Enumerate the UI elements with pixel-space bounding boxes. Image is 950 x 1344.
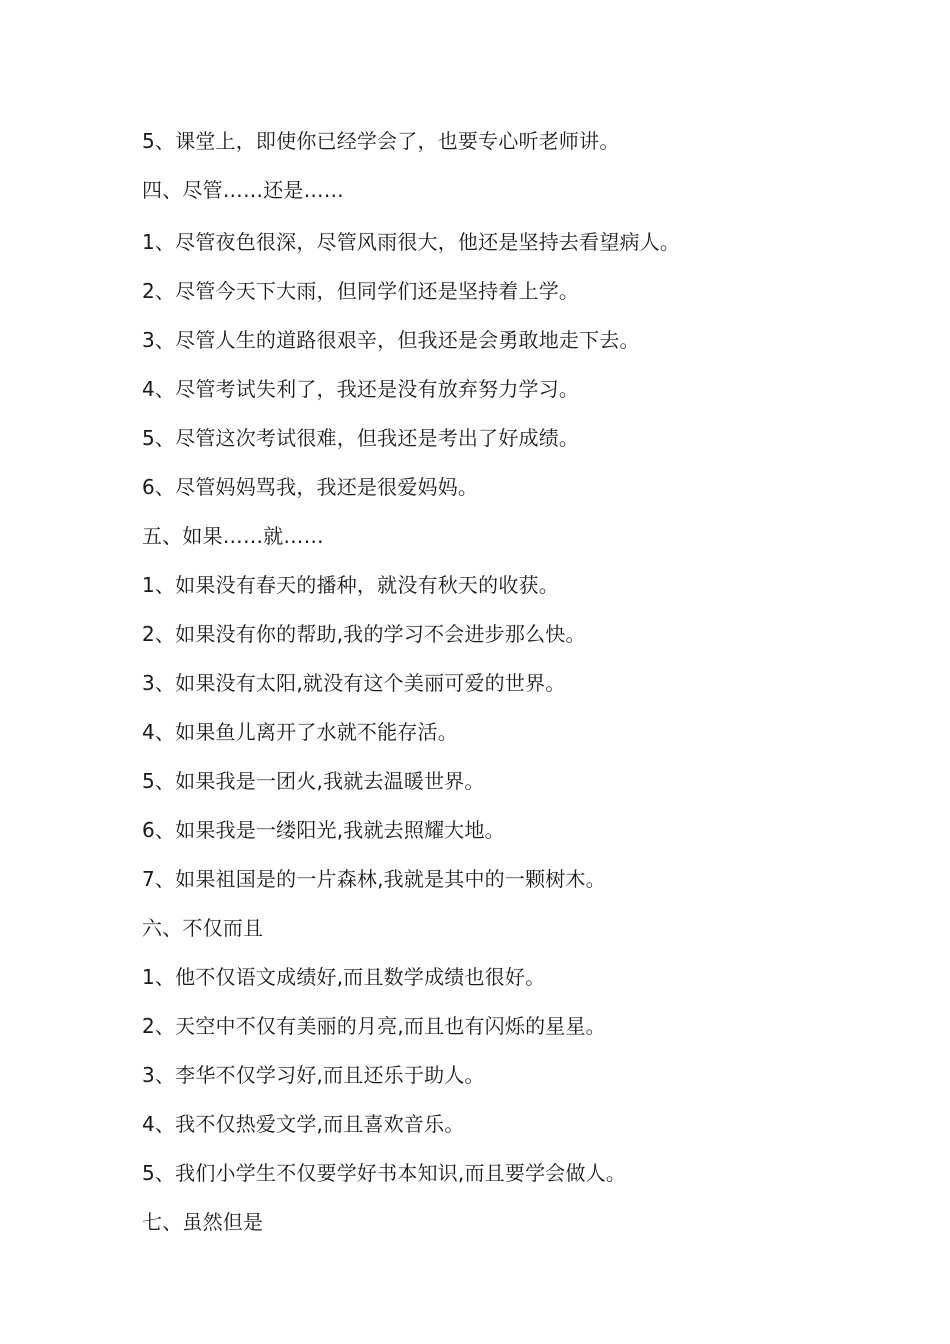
list-item: 3、李华不仅学习好,而且还乐于助人。 — [142, 1063, 485, 1087]
list-item: 4、如果鱼儿离开了水就不能存活。 — [142, 720, 458, 744]
section-heading: 四、尽管……还是…… — [142, 178, 344, 202]
section-heading: 六、不仅而且 — [142, 916, 264, 940]
list-item: 6、尽管妈妈骂我，我还是很爱妈妈。 — [142, 475, 479, 499]
list-item: 2、尽管今天下大雨，但同学们还是坚持着上学。 — [142, 279, 580, 303]
list-item: 6、如果我是一缕阳光,我就去照耀大地。 — [142, 818, 505, 842]
list-item: 4、我不仅热爱文学,而且喜欢音乐。 — [142, 1112, 465, 1136]
list-item: 5、我们小学生不仅要学好书本知识,而且要学会做人。 — [142, 1161, 627, 1185]
list-item: 5、如果我是一团火,我就去温暖世界。 — [142, 769, 485, 793]
section-heading: 五、如果……就…… — [142, 524, 324, 548]
list-item: 7、如果祖国是的一片森林,我就是其中的一颗树木。 — [142, 867, 606, 891]
document-body — [142, 126, 882, 1256]
list-item: 1、他不仅语文成绩好,而且数学成绩也很好。 — [142, 965, 546, 989]
list-item: 3、尽管人生的道路很艰辛，但我还是会勇敢地走下去。 — [142, 328, 640, 352]
list-item: 2、天空中不仅有美丽的月亮,而且也有闪烁的星星。 — [142, 1014, 606, 1038]
list-item: 5、课堂上，即使你已经学会了，也要专心听老师讲。 — [142, 129, 620, 153]
section-heading: 七、虽然但是 — [142, 1210, 264, 1234]
list-item: 1、尽管夜色很深，尽管风雨很大，他还是坚持去看望病人。 — [142, 230, 681, 254]
list-item: 1、如果没有春天的播种，就没有秋天的收获。 — [142, 573, 559, 597]
list-item: 4、尽管考试失利了，我还是没有放弃努力学习。 — [142, 377, 580, 401]
list-item: 2、如果没有你的帮助,我的学习不会进步那么快。 — [142, 622, 586, 646]
list-item: 5、尽管这次考试很难，但我还是考出了好成绩。 — [142, 426, 580, 450]
list-item: 3、如果没有太阳,就没有这个美丽可爱的世界。 — [142, 671, 566, 695]
